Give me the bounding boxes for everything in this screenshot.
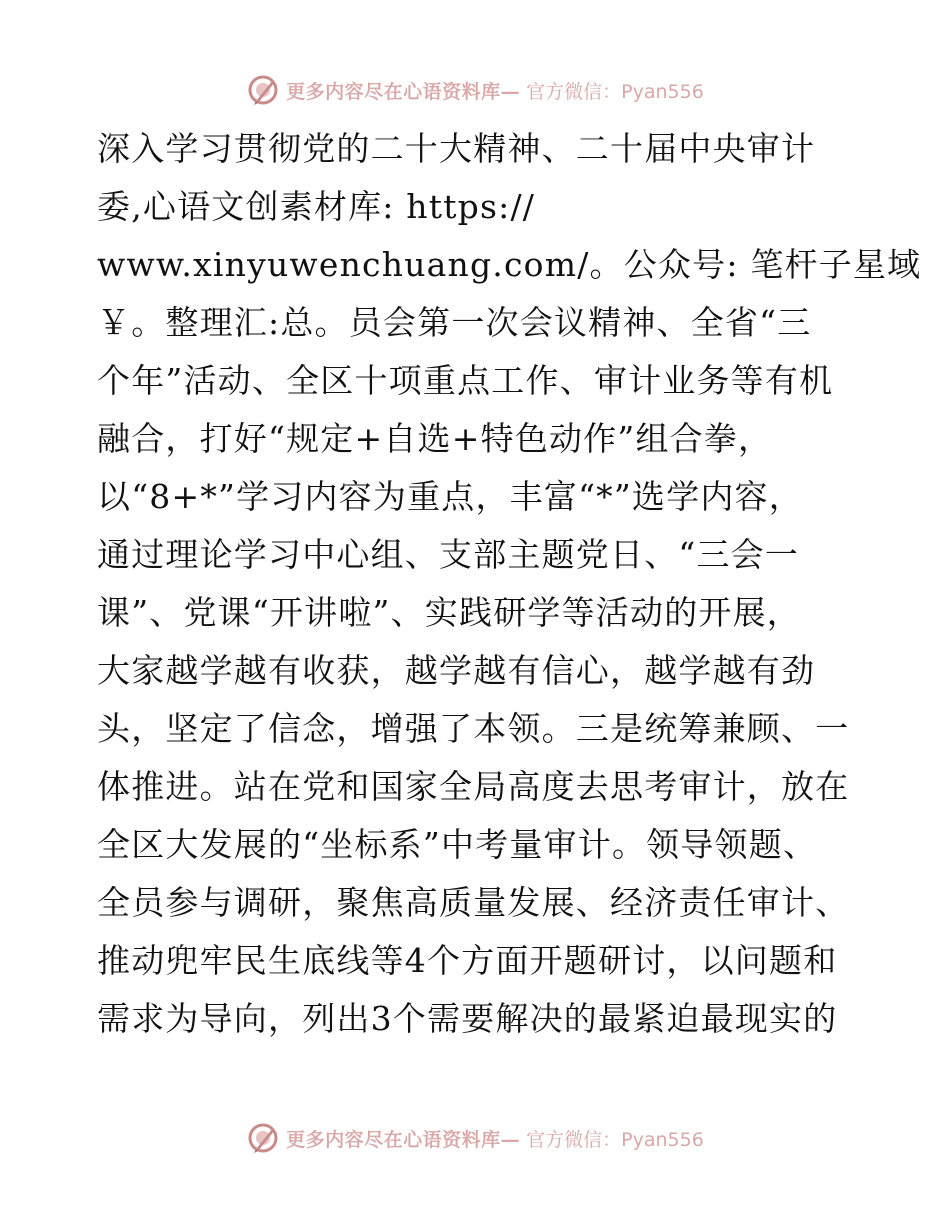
footer-watermark bbox=[0, 1118, 950, 1158]
body-line: 深入学习贯彻党的二十大精神、二十届中央审计 bbox=[97, 129, 816, 168]
body-line: 全区大发展的“坐标系”中考量审计。领导领题、 bbox=[97, 825, 818, 864]
body-line: 以“8+*”学习内容为重点，丰富“*”选学内容， bbox=[97, 477, 803, 516]
document-body bbox=[97, 120, 922, 1048]
body-line: 大家越学越有收获，越学越有信心，越学越有劲 bbox=[97, 651, 816, 690]
body-line: 通过理论学习中心组、支部主题党日、“三会一 bbox=[97, 535, 800, 574]
body-line: 推动兜牢民生底线等4个方面开题研讨，以问题和 bbox=[97, 941, 838, 980]
body-line: 委,心语文创素材库: https:// bbox=[97, 187, 536, 226]
body-line: 全员参与调研，聚焦高质量发展、经济责任审计、 bbox=[97, 883, 850, 922]
body-line: 课”、党课“开讲啦”、实践研学等活动的开展， bbox=[97, 593, 802, 632]
header-banner bbox=[246, 73, 704, 107]
body-line: 需求为导向，列出3个需要解决的最紧迫最现实的 bbox=[97, 999, 838, 1038]
body-line: 个年”活动、全区十项重点工作、审计业务等有机 bbox=[97, 361, 834, 400]
footer-banner-wechat: 官方微信：Pyan556 bbox=[526, 1128, 704, 1151]
header-banner-wechat: 官方微信：Pyan556 bbox=[526, 80, 704, 103]
body-line: 融合，打好“规定+自选+特色动作”组合拳， bbox=[97, 419, 773, 458]
body-line: ￥。整理汇:总。员会第一次会议精神、全省“三 bbox=[97, 303, 812, 342]
header-banner-text: 更多内容尽在心语资料库— bbox=[286, 80, 521, 103]
pen-logo-icon bbox=[246, 1121, 280, 1155]
body-line: 体推进。站在党和国家全局高度去思考审计，放在 bbox=[97, 767, 850, 806]
body-line: 头，坚定了信念，增强了本领。三是统筹兼顾、一 bbox=[97, 709, 850, 748]
header-watermark bbox=[0, 70, 950, 110]
body-line: www.xinyuwenchuang.com/。公众号: 笔杆子星域 bbox=[97, 245, 922, 284]
footer-banner-text: 更多内容尽在心语资料库— bbox=[286, 1128, 521, 1151]
pen-logo-icon bbox=[246, 73, 280, 107]
footer-banner bbox=[246, 1121, 704, 1155]
